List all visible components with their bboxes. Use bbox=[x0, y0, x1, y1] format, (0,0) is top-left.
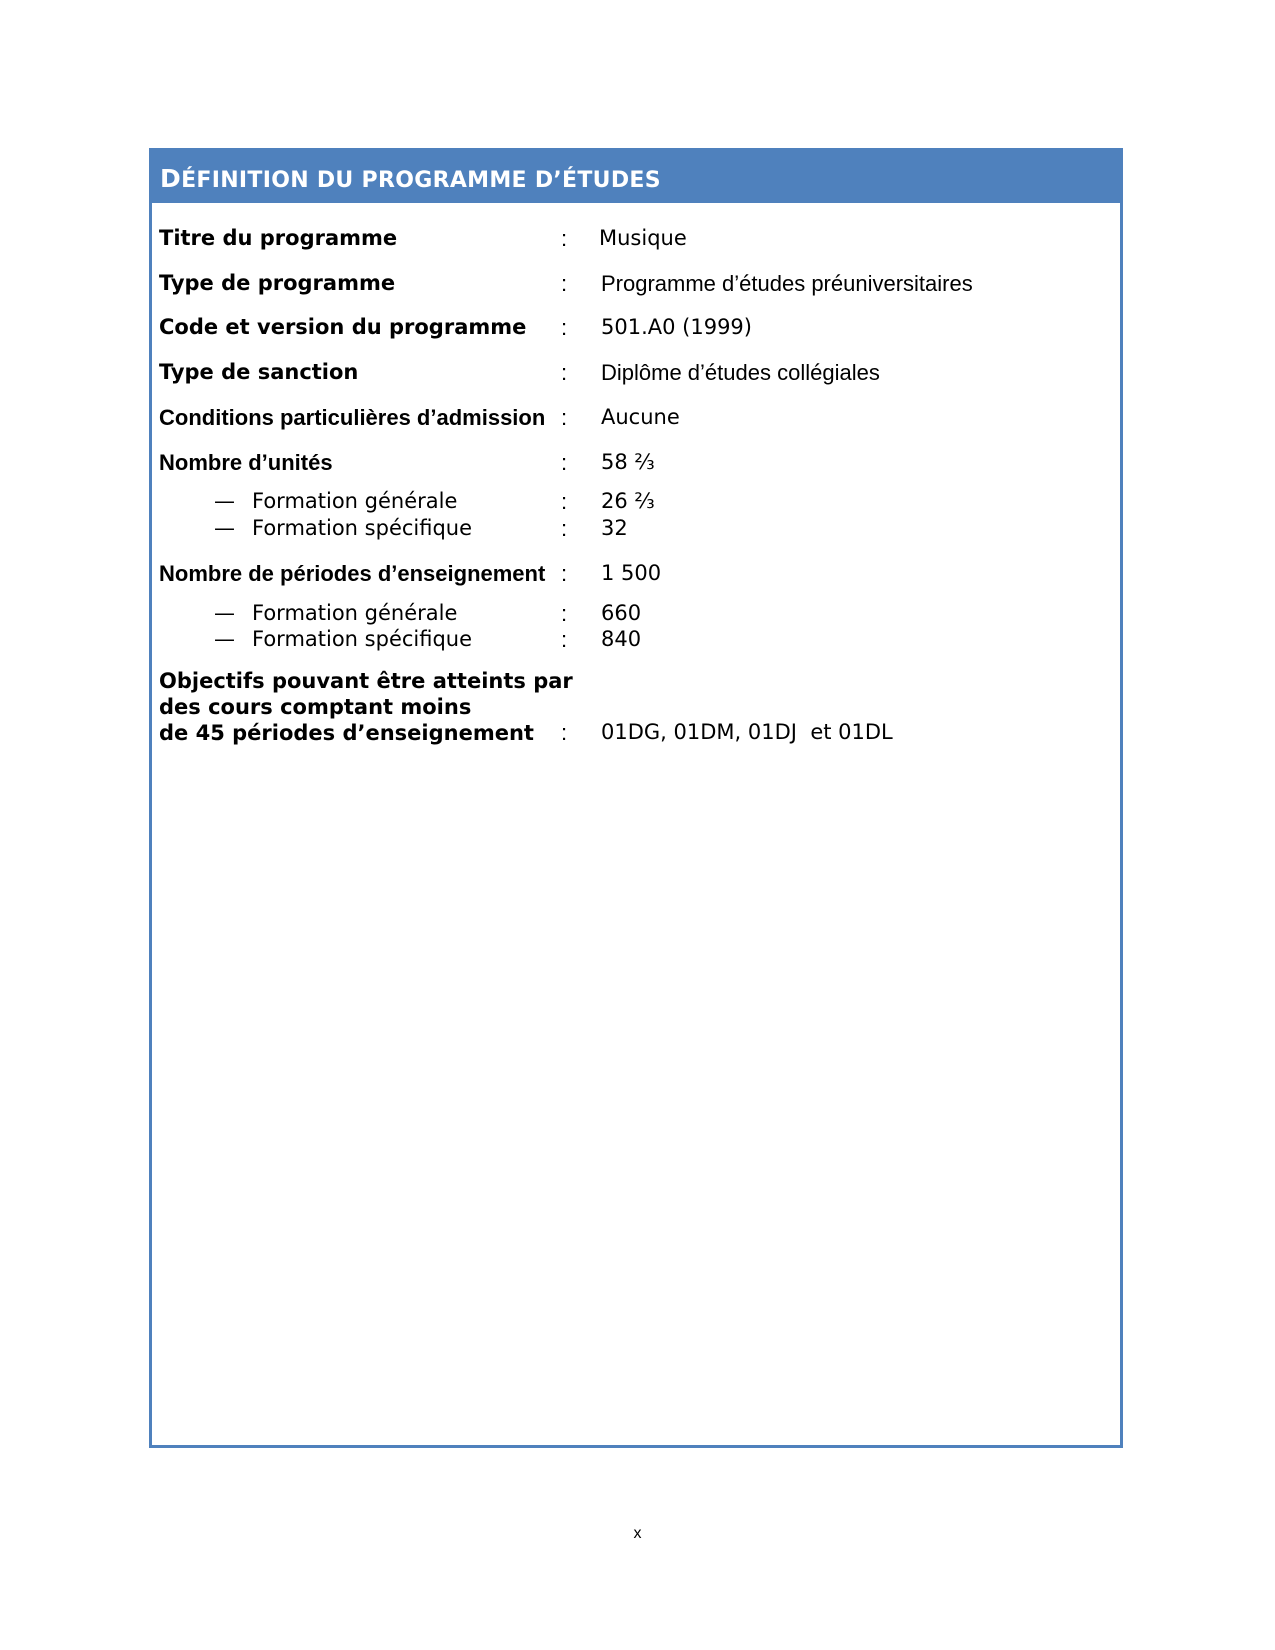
field-type-sanction-value: Diplôme d’études collégiales bbox=[601, 360, 880, 385]
separator: : bbox=[561, 601, 568, 626]
objectifs-label-line: de 45 périodes d’enseignement bbox=[159, 721, 534, 745]
section-header-bar bbox=[152, 151, 1120, 203]
sub-label-text: Formation générale bbox=[252, 489, 458, 513]
sub-label bbox=[214, 627, 472, 651]
objectifs-label-line: des cours comptant moins bbox=[159, 695, 472, 719]
field-titre-label: Titre du programme bbox=[159, 226, 398, 250]
field-conditions-label: Conditions particulières d’admission bbox=[159, 405, 546, 430]
separator: : bbox=[561, 405, 568, 430]
field-type-programme-label: Type de programme bbox=[159, 271, 396, 295]
separator: : bbox=[561, 489, 568, 514]
field-code-version-row bbox=[0, 315, 1275, 345]
separator: : bbox=[561, 315, 568, 340]
objectifs-label-line: Objectifs pouvant être atteints par bbox=[159, 669, 573, 693]
sub-label bbox=[214, 516, 472, 540]
field-code-version-label: Code et version du programme bbox=[159, 315, 527, 339]
field-nombre-unites-value: 58 ⅔ bbox=[601, 450, 655, 474]
field-nombre-unites-row bbox=[0, 450, 1275, 480]
separator: : bbox=[561, 226, 568, 251]
field-titre-value: Musique bbox=[599, 226, 687, 250]
separator: : bbox=[561, 360, 568, 385]
field-titre-row bbox=[0, 226, 1275, 256]
field-conditions-row bbox=[0, 405, 1275, 435]
sub-row-unites-generale bbox=[0, 489, 1275, 519]
dash: — bbox=[214, 516, 235, 540]
sub-value: 32 bbox=[601, 516, 628, 540]
field-nombre-periodes-row bbox=[0, 561, 1275, 591]
sub-label bbox=[214, 601, 457, 625]
field-type-programme-value: Programme d’études préuniversitaires bbox=[601, 271, 973, 296]
field-nombre-periodes-label: Nombre de périodes d’enseignement bbox=[159, 561, 546, 586]
field-type-programme-row bbox=[0, 271, 1275, 301]
dash: — bbox=[214, 627, 235, 651]
separator: : bbox=[561, 516, 568, 541]
field-type-sanction-row bbox=[0, 360, 1275, 390]
field-nombre-unites-label: Nombre d’unités bbox=[159, 450, 333, 475]
sub-label-text: Formation générale bbox=[252, 601, 458, 625]
sub-label bbox=[214, 489, 457, 513]
sub-value: 26 ⅔ bbox=[601, 489, 655, 513]
page-number: x bbox=[633, 1525, 642, 1542]
separator: : bbox=[561, 450, 568, 475]
field-objectifs-value: 01DG, 01DM, 01DJ et 01DL bbox=[601, 720, 893, 744]
section-title: DÉFINITION DU PROGRAMME D’ÉTUDES bbox=[160, 164, 661, 193]
sub-label-text: Formation spécifique bbox=[252, 516, 473, 540]
field-code-version-value: 501.A0 (1999) bbox=[601, 315, 752, 339]
field-objectifs-row bbox=[0, 720, 1275, 750]
separator: : bbox=[561, 561, 568, 586]
separator: : bbox=[561, 271, 568, 296]
sub-label-text: Formation spécifique bbox=[252, 627, 473, 651]
separator: : bbox=[561, 720, 568, 745]
separator: : bbox=[561, 627, 568, 652]
dash: — bbox=[214, 489, 235, 513]
sub-row-unites-specifique bbox=[0, 516, 1275, 546]
dash: — bbox=[214, 601, 235, 625]
field-conditions-value: Aucune bbox=[601, 405, 680, 429]
sub-row-periodes-specifique bbox=[0, 627, 1275, 657]
sub-value: 660 bbox=[601, 601, 642, 625]
sub-value: 840 bbox=[601, 627, 642, 651]
field-nombre-periodes-value: 1 500 bbox=[601, 561, 662, 585]
field-type-sanction-label: Type de sanction bbox=[159, 360, 359, 384]
